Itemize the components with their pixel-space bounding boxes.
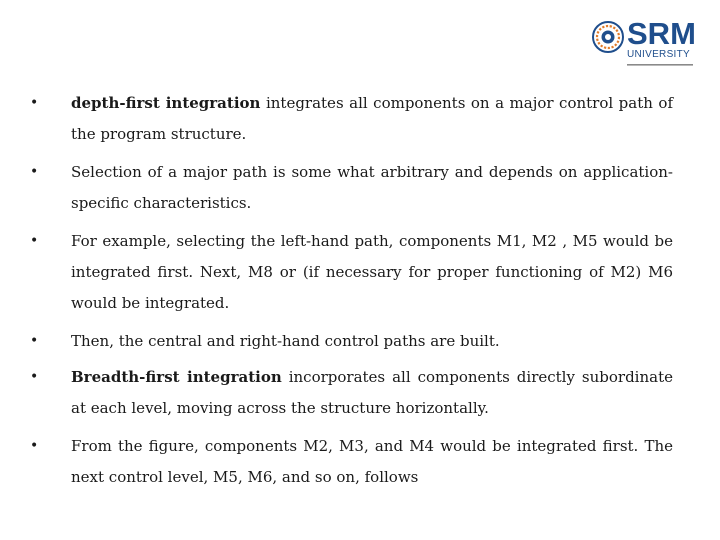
- bullet-item: [30, 362, 673, 424]
- bullet-list: [30, 88, 673, 499]
- bullet-marker: •: [30, 438, 39, 454]
- logo-tagline-mark: [627, 63, 693, 67]
- bullet-item: [30, 326, 673, 357]
- bullet-marker: •: [30, 369, 39, 385]
- bullet-text: For example, selecting the left-hand path, components M1, M2 , M5 would be integrated first. Next, M8 or (if necessary for proper functioning of M2) M6 would be integrated.: [71, 232, 673, 312]
- srm-seal-icon: [592, 21, 624, 53]
- logo-subtitle: UNIVERSITY: [627, 49, 691, 60]
- bullet-item: [30, 431, 673, 493]
- bullet-term: depth-first integration: [71, 94, 261, 112]
- bullet-marker: •: [30, 164, 39, 180]
- bullet-item: [30, 88, 673, 150]
- bullet-marker: •: [30, 333, 39, 349]
- bullet-text: From the figure, components M2, M3, and M4 would be integrated first. The next control level, M5, M6, and so on, follows: [71, 437, 673, 486]
- srm-logo: [592, 17, 702, 73]
- bullet-text: integrates all components on a major control path of the program structure.: [71, 94, 673, 143]
- bullet-item: [30, 226, 673, 319]
- bullet-item: [30, 157, 673, 219]
- bullet-text: Selection of a major path is some what arbitrary and depends on application-specific characteristics.: [71, 163, 673, 212]
- bullet-text: Then, the central and right-hand control paths are built.: [71, 332, 500, 350]
- bullet-text: incorporates all components directly subordinate at each level, moving across the structure horizontally.: [71, 368, 673, 417]
- logo-wordmark: SRM: [627, 16, 696, 51]
- bullet-term: Breadth-first integration: [71, 368, 282, 386]
- bullet-marker: •: [30, 95, 39, 111]
- bullet-marker: •: [30, 233, 39, 249]
